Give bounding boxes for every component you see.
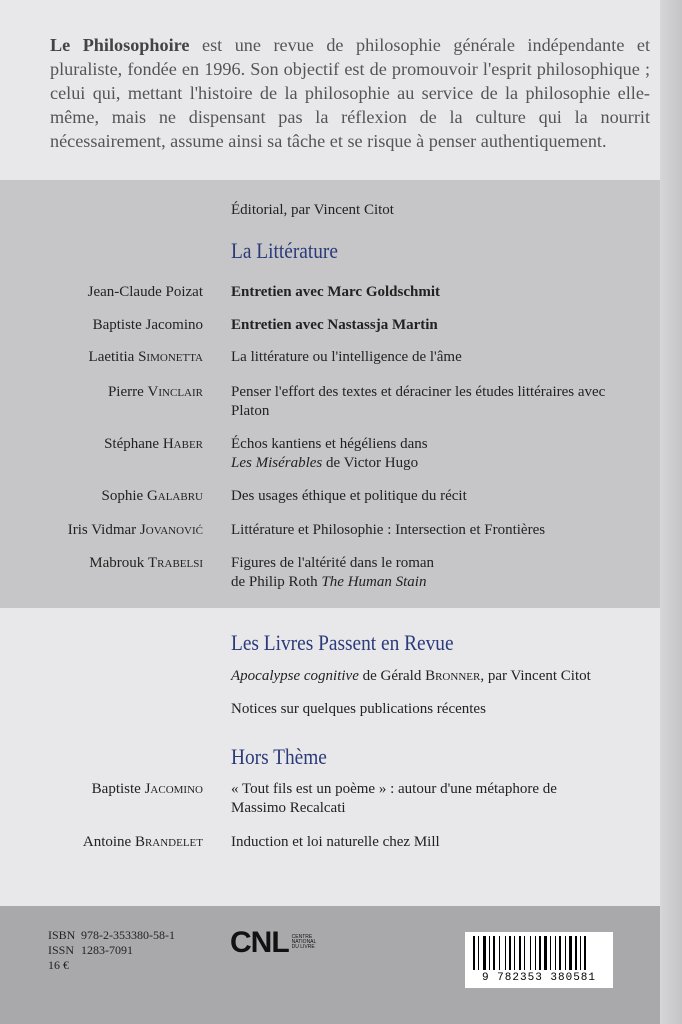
entry-author: Iris Vidmar Jovanović (67, 522, 203, 538)
cnl-logo: CNL CENTRE NATIONAL DU LIVRE (230, 926, 317, 959)
book-spine (660, 0, 682, 1024)
entry-title: Figures de l'altérité dans le roman de Philip Roth The Human Stain (231, 555, 435, 590)
entry-author: Baptiste Jacomino (91, 781, 203, 797)
notices-line: Notices sur quelques publications récentes (231, 701, 486, 717)
entry-title: « Tout fils est un poème » : autour d'une métaphore de Massimo Recalcati (231, 781, 557, 816)
editorial-line: Éditorial, par Vincent Citot (231, 202, 394, 218)
entry-title: Échos kantiens et hégéliens dans Les Misérables de Victor Hugo (231, 436, 428, 471)
entry-author: Stéphane Haber (104, 436, 203, 452)
intro-paragraph (50, 33, 650, 153)
entry-author: Antoine Brandelet (82, 834, 203, 850)
barcode-bars (473, 936, 605, 970)
review-line: Apocalypse cognitive de Gérald Bronner, par Vincent Citot (231, 668, 591, 684)
entry-title: Littérature et Philosophie : Intersection et Frontières (231, 522, 546, 538)
footer-band (0, 906, 660, 1024)
issn-line: ISSN 1283-7091 (48, 943, 133, 957)
section-title-litterature: La Littérature (231, 238, 338, 263)
section-title-hors-theme: Hors Thème (231, 744, 327, 769)
entry-title: Penser l'effort des textes et déraciner les études littéraires avec Platon (231, 384, 606, 419)
barcode (465, 932, 613, 988)
section-title-livres: Les Livres Passent en Revue (231, 630, 454, 655)
entry-author: Mabrouk Trabelsi (89, 555, 203, 571)
entry-title: Induction et loi naturelle chez Mill (231, 834, 440, 850)
entry-author: Baptiste Jacomino (92, 317, 203, 333)
entry-title: Entretien avec Marc Goldschmit (231, 284, 440, 300)
entry-title: La littérature ou l'intelligence de l'âme (231, 349, 462, 365)
entry-title: Entretien avec Nastassja Martin (231, 317, 438, 333)
price: 16 € (48, 958, 69, 972)
entry-title: Des usages éthique et politique du récit (231, 488, 467, 504)
entry-author: Laetitia Simonetta (88, 349, 203, 365)
journal-name: Le Philosophoire (50, 35, 190, 55)
barcode-number: 9 782353 380581 (481, 972, 597, 984)
entry-author: Pierre Vinclair (107, 384, 203, 400)
intro-text: est une revue de philosophie générale indépendante et pluraliste, fondée en 1996. Son objectif est de promouvoir l'esprit philosophique ; celui qui, mettant l'histoire de la philosophie au service de la philosophie elle-même, mais ne dispensant pas la réflexion de la culture qui la nourrit nécessairement, assume ainsi sa tâche et se risque à penser authentiquement. (50, 35, 651, 151)
publication-codes (48, 928, 175, 973)
entry-author: Sophie Galabru (101, 488, 203, 504)
isbn-line: ISBN 978-2-353380-58-1 (48, 928, 175, 942)
entry-author: Jean-Claude Poizat (87, 284, 203, 300)
